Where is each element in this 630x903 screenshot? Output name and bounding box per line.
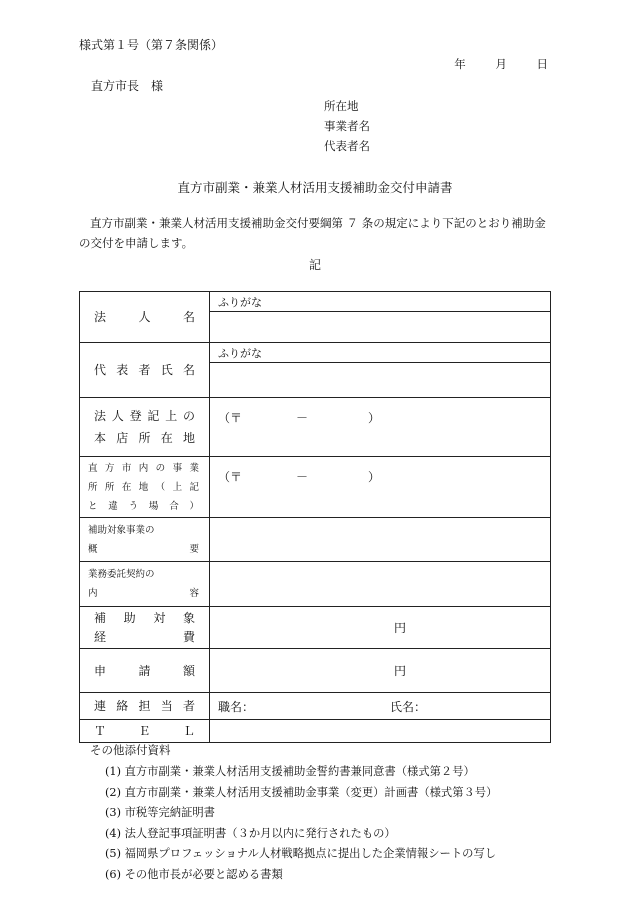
- office-address-field[interactable]: [210, 457, 551, 518]
- hq-label-line1: 法人登記上の: [94, 409, 195, 423]
- person-name-label: 氏名：: [390, 699, 427, 714]
- attachments-heading: その他添付資料: [90, 743, 171, 757]
- yen-unit: 円: [393, 664, 406, 678]
- contract-label-line1: 業務委託契約の: [88, 569, 155, 580]
- rep-name-label: 代表者氏名: [80, 343, 210, 398]
- contact-person-label: 連絡担当者: [80, 693, 210, 720]
- corp-name-field[interactable]: [210, 312, 551, 343]
- expense-label-line2: 経 費: [94, 629, 195, 644]
- list-item: (1) 直方市副業・兼業人材活用支援補助金誓約書兼同意書（様式第２号）: [105, 765, 475, 778]
- table-row: [80, 649, 551, 693]
- table-row: [80, 398, 551, 457]
- corp-name-label: 法 人 名: [80, 292, 210, 343]
- applicant-address-label: 所在地: [324, 99, 359, 113]
- date-line: [428, 56, 548, 72]
- body-text: 直方市副業・兼業人材活用支援補助金交付要綱第 ７ 条の規定により下記のとおり補助金の交付を申請します。: [79, 216, 546, 250]
- office-label-line2: 所所在地（上記: [88, 481, 199, 493]
- expense-label-line1: 補助対象: [94, 610, 195, 625]
- contract-details-label: [80, 562, 210, 607]
- eligible-expense-field[interactable]: [210, 607, 551, 649]
- yen-unit: 円: [393, 621, 406, 635]
- date-year: 年: [454, 57, 466, 71]
- document-title: 直方市副業・兼業人材活用支援補助金交付申請書: [177, 180, 453, 195]
- applicant-business-label: 事業者名: [324, 119, 370, 133]
- postal-open: （〒: [218, 411, 243, 425]
- office-label-line3: と違う場合）: [88, 500, 199, 512]
- date-month: 月: [495, 57, 507, 71]
- ki-heading: 記: [308, 258, 321, 272]
- rep-name-furigana[interactable]: ふりがな: [210, 343, 551, 363]
- tel-field[interactable]: [210, 720, 551, 743]
- eligible-expense-label: [80, 607, 210, 649]
- table-row: [80, 720, 551, 743]
- rep-name-field[interactable]: [210, 363, 551, 398]
- contact-person-field[interactable]: [210, 693, 551, 720]
- date-day: 日: [536, 57, 548, 71]
- office-address-label: [80, 457, 210, 518]
- list-item: (3) 市税等完納証明書: [105, 806, 215, 819]
- project-summary-label: [80, 518, 210, 562]
- table-row: [80, 457, 551, 518]
- job-title-label: 職名：: [218, 699, 255, 714]
- addressee: 直方市長 様: [91, 79, 164, 93]
- attachments-list: [105, 762, 497, 885]
- postal-code: [218, 468, 380, 485]
- list-item: (6) その他市長が必要と認める書類: [105, 867, 283, 881]
- contract-details-field[interactable]: [210, 562, 551, 607]
- list-item: (4) 法人登記事項証明書（３か月以内に発行されたもの）: [105, 826, 396, 840]
- postal-dash: －: [296, 470, 309, 484]
- corp-name-furigana[interactable]: ふりがな: [210, 292, 551, 312]
- table-row: [80, 518, 551, 562]
- table-row: [80, 343, 551, 363]
- postal-dash: －: [296, 411, 309, 425]
- project-label-line2: 概 要: [88, 543, 199, 555]
- project-summary-field[interactable]: [210, 518, 551, 562]
- request-amount-label: 申 請 額: [80, 649, 210, 693]
- project-label-line1: 補助対象事業の: [88, 524, 155, 536]
- request-amount-field[interactable]: [210, 649, 551, 693]
- list-item: (5) 福岡県プロフェッショナル人材戦略拠点に提出した企業情報シートの写し: [105, 847, 497, 860]
- application-form-table: [79, 291, 551, 743]
- hq-address-field[interactable]: [210, 398, 551, 457]
- hq-label-line2: 本店所在地: [94, 431, 195, 445]
- applicant-block: [324, 96, 370, 156]
- applicant-representative-label: 代表者名: [324, 139, 370, 153]
- table-row: [80, 562, 551, 607]
- list-item: (2) 直方市副業・兼業人材活用支援補助金事業（変更）計画書（様式第３号）: [105, 785, 498, 799]
- hq-address-label: [80, 398, 210, 457]
- form-number: 様式第１号（第７条関係）: [79, 38, 224, 52]
- contract-label-line2: 内 容: [88, 588, 199, 599]
- office-label-line1: 直方市内の事業: [88, 462, 199, 474]
- postal-close: ）: [368, 470, 381, 484]
- table-row: [80, 693, 551, 720]
- postal-code: [218, 409, 380, 426]
- postal-open: （〒: [218, 470, 243, 484]
- table-row: [80, 607, 551, 649]
- postal-close: ）: [368, 411, 381, 425]
- tel-label: ＴＥＬ: [80, 720, 210, 743]
- table-row: [80, 292, 551, 312]
